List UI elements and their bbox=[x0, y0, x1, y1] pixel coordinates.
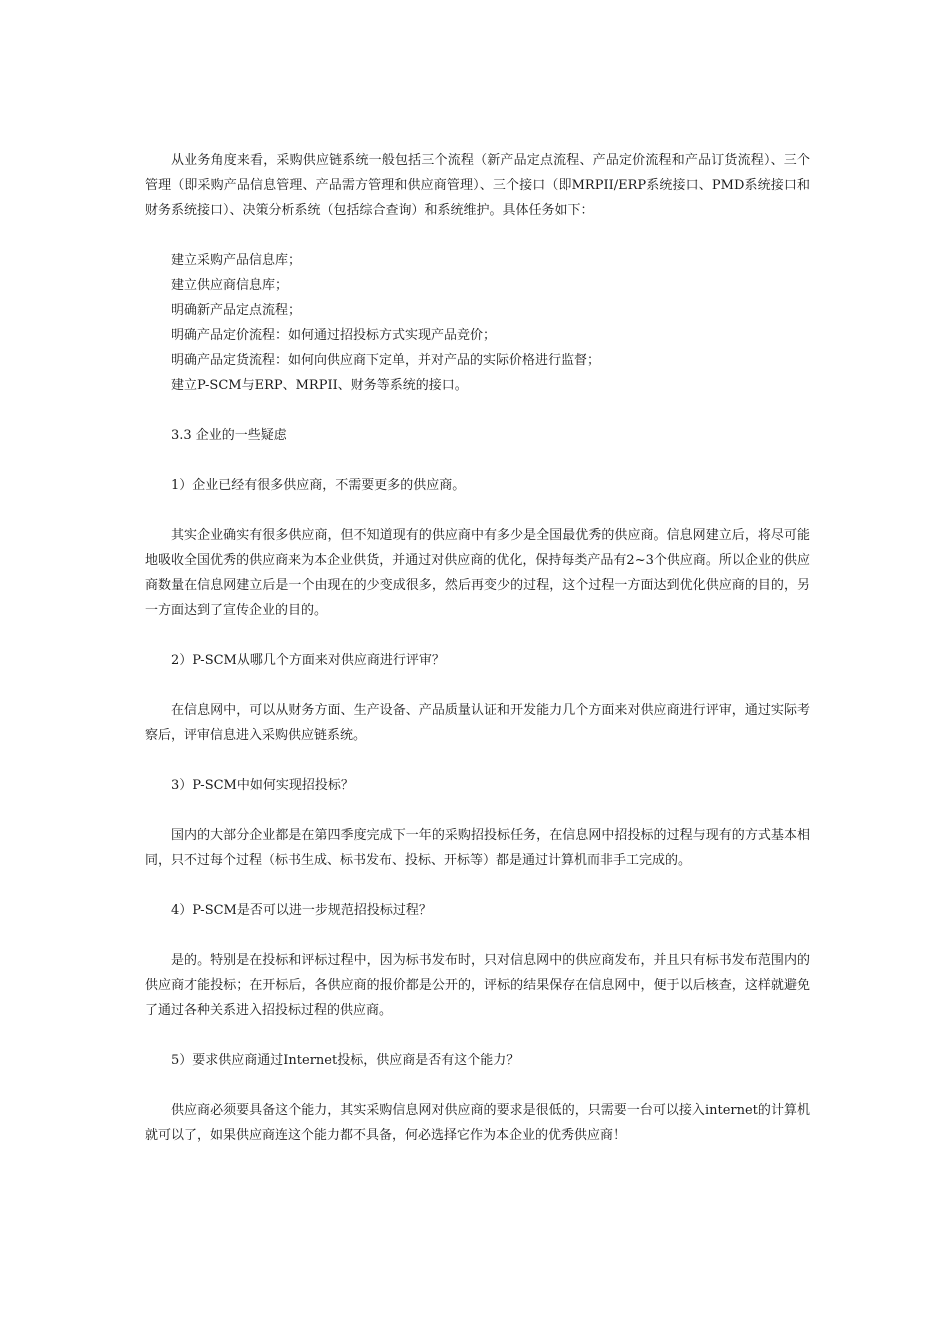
answer-1: 其实企业确实有很多供应商，但不知道现有的供应商中有多少是全国最优秀的供应商。信息网建立后，将尽可能地吸收全国优秀的供应商来为本企业供货，并通过对供应商的优化，保持每类产品有2~3个供应商。所以企业的供应商数量在信息网建立后是一个由现在的少变成很多，然后再变少的过程，这个过程一方面达到优化供应商的目的，另一方面达到了宣传企业的目的。 bbox=[145, 528, 810, 618]
task-item: 明确产品定货流程：如何向供应商下定单，并对产品的实际价格进行监督； bbox=[171, 353, 601, 368]
section-title: 3.3 企业的一些疑虑 bbox=[171, 428, 287, 443]
task-item: 建立P-SCM与ERP、MRPII、财务等系统的接口。 bbox=[171, 378, 468, 393]
question-4: 4）P-SCM是否可以进一步规范招投标过程？ bbox=[171, 903, 432, 918]
answer-2: 在信息网中，可以从财务方面、生产设备、产品质量认证和开发能力几个方面来对供应商进行评审，通过实际考察后，评审信息进入采购供应链系统。 bbox=[145, 703, 810, 743]
answer-4: 是的。特别是在投标和评标过程中，因为标书发布时，只对信息网中的供应商发布，并且只有标书发布范围内的供应商才能投标；在开标后，各供应商的报价都是公开的，评标的结果保存在信息网中，便于以后核查，这样就避免了通过各种关系进入招投标过程的供应商。 bbox=[145, 953, 810, 1018]
intro-paragraph: 从业务角度来看，采购供应链系统一般包括三个流程（新产品定点流程、产品定价流程和产品订货流程）、三个管理（即采购产品信息管理、产品需方管理和供应商管理）、三个接口（即MRPII/ERP系统接口、PMD系统接口和财务系统接口）、决策分析系统（包括综合查询）和系统维护。具体任务如下： bbox=[145, 153, 810, 218]
task-item: 建立供应商信息库； bbox=[171, 278, 289, 293]
question-2: 2）P-SCM从哪几个方面来对供应商进行评审？ bbox=[171, 653, 445, 668]
question-3: 3）P-SCM中如何实现招投标？ bbox=[171, 778, 354, 793]
answer-3: 国内的大部分企业都是在第四季度完成下一年的采购招投标任务，在信息网中招投标的过程与现有的方式基本相同，只不过每个过程（标书生成、标书发布、投标、开标等）都是通过计算机而非手工完成的。 bbox=[145, 828, 810, 868]
question-1: 1）企业已经有很多供应商，不需要更多的供应商。 bbox=[171, 478, 466, 493]
question-5: 5）要求供应商通过Internet投标，供应商是否有这个能力？ bbox=[171, 1053, 520, 1068]
answer-5: 供应商必须要具备这个能力，其实采购信息网对供应商的要求是很低的，只需要一台可以接入internet的计算机就可以了，如果供应商连这个能力都不具备，何必选择它作为本企业的优秀供应商！ bbox=[145, 1103, 810, 1143]
task-item: 建立采购产品信息库； bbox=[171, 253, 302, 268]
document-body bbox=[145, 148, 810, 1148]
task-item: 明确新产品定点流程； bbox=[171, 303, 302, 318]
task-list bbox=[145, 248, 810, 398]
task-item: 明确产品定价流程：如何通过招投标方式实现产品竞价； bbox=[171, 328, 497, 343]
